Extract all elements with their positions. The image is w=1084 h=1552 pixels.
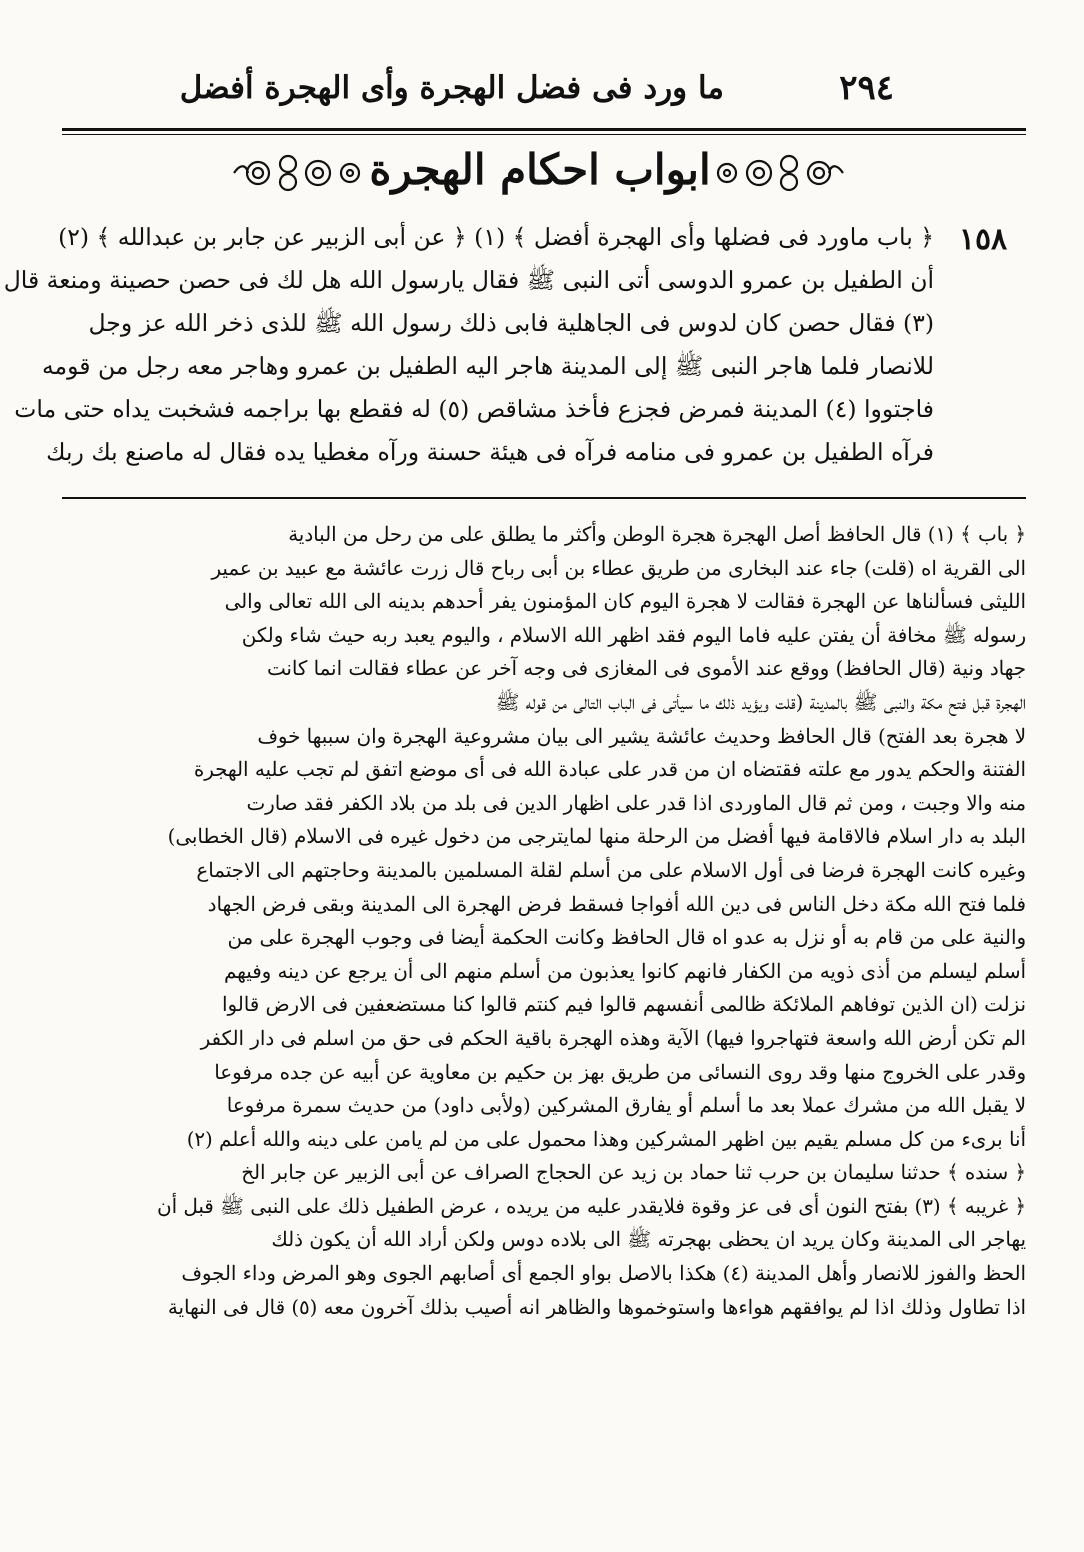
main-text-line: للانصار فلما هاجر النبى ﷺ إلى المدينة هاجر اليه الطفيل بن عمرو وهاجر معه رجل من قومه bbox=[41, 352, 934, 380]
page-number: ٢٩٤ bbox=[839, 68, 894, 108]
note-line: رسوله ﷺ مخافة أن يفتن عليه فاما اليوم فقد اظهر الله الاسلام ، واليوم يعبد ربه حيث شاء ولكن bbox=[241, 623, 1026, 647]
note-line: وغيره كانت الهجرة فرضا فى أول الاسلام على من أسلم لقلة المسلمين بالمدينة وحاجتهم الى الاجتماع bbox=[196, 858, 1026, 882]
note-line: منه والا وجبت ، ومن ثم قال الماوردى اذا قدر على اظهار الدين فى بلد من بلاد الكفر فقد صارت bbox=[246, 791, 1026, 815]
note-line: لا هجرة بعد الفتح) قال الحافظ وحديث عائشة يشير الى بيان مشروعية الهجرة وان سببها خوف bbox=[257, 724, 1026, 748]
running-title: ما ورد فى فضل الهجرة وأى الهجرة أفضل bbox=[179, 70, 724, 106]
note-line: الحظ والفوز للانصار وأهل المدينة (٤) هكذا بالاصل بواو الجمع أى أصابهم الجوى وهو المرض وداء الجوف bbox=[181, 1262, 1026, 1286]
note-line: البلد به دار اسلام فالاقامة فيها أفضل من الرحلة منها لمايترجى من دخول غيره فى الاسلام (قال الخطابى) bbox=[167, 825, 1026, 849]
note-line: الهجرة قبل فتح مكة والنبى ﷺ بالمدينة (قلت ويؤيد ذلك ما سيأتى فى الباب التالى من قوله ﷺ bbox=[495, 690, 1026, 714]
main-text-line: (٣) فقال حصن كان لدوس فى الجاهلية فابى ذلك رسول الله ﷺ للذى ذخر الله عز وجل bbox=[88, 309, 934, 337]
note-line: الفتنة والحكم يدور مع علته فقتضاه ان من قدر على عبادة الله فى أى موضع اتفق لم تجب عليه الهجرة bbox=[193, 758, 1026, 782]
note-line: أسلم ليسلم من أذى ذويه من الكفار فانهم كانوا يعذبون من أسلم منهم الى أن يرجع عن دينه وفيهم bbox=[223, 959, 1026, 983]
main-text-line: ﴿ باب ماورد فى فضلها وأى الهجرة أفضل ﴾ (١) ﴿ عن أبى الزبير عن جابر بن عبدالله ﴾ (٢) bbox=[58, 223, 934, 251]
notes-separator bbox=[62, 497, 1026, 499]
main-text-line: فاجتووا (٤) المدينة فمرض فجزع فأخذ مشاقص (٥) له فقطع بها براجمه فشخبت يداه حتى مات bbox=[14, 395, 934, 423]
note-line: أنا برىء من كل مسلم يقيم بين اظهر المشركين وهذا محمول على من لم يامن على دينه والله أعلم (٢) bbox=[186, 1127, 1026, 1151]
main-text-line: أن الطفيل بن عمرو الدوسى أتى النبى ﷺ فقال يارسول الله هل لك فى حصن حصينة ومنعة قال bbox=[3, 266, 934, 294]
note-line: الليثى فسألناها عن الهجرة فقالت لا هجرة اليوم كان المؤمنون يفر أحدهم بدينه الى الله تعالى والى bbox=[224, 590, 1026, 614]
main-text-line: فرآه الطفيل بن عمرو فى منامه فرآه فى هيئة حسنة ورآه مغطيا يده فقال له ماصنع بك ربك bbox=[46, 438, 934, 466]
hadith-number: ١٥٨ bbox=[958, 222, 1008, 257]
note-line: ﴿ غريبه ﴾ (٣) بفتح النون أى فى عز وقوة فلايقدر عليه من يريده ، عرض الطفيل ذلك على النبى ﷺ قبل أن bbox=[157, 1194, 1026, 1218]
note-line: يهاجر الى المدينة وكان يريد ان يحظى بهجرته ﷺ الى بلاده دوس ولكن أراد الله أن يكون ذلك bbox=[271, 1228, 1026, 1252]
note-line: لا يقبل الله من مشرك عملا بعد ما أسلم أو يفارق المشركين (ولأبى داود) من حديث سمرة مرفوعا bbox=[226, 1094, 1026, 1118]
note-line: ﴿ باب ﴾ (١) قال الحافظ أصل الهجرة هجرة الوطن وأكثر ما يطلق على من رحل من البادية bbox=[288, 523, 1026, 546]
note-line: جهاد ونية (قال الحافظ) ووقع عند الأموى فى المغازى فى وجه آخر عن عطاء فقالت انما كانت bbox=[266, 657, 1026, 681]
note-line: ﴿ سنده ﴾ حدثنا سليمان بن حرب ثنا حماد بن زيد عن الحجاج الصراف عن أبى الزبير عن جابر الخ bbox=[241, 1161, 1026, 1185]
note-line: فلما فتح الله مكة دخل الناس فى دين الله أفواجا فسقط فرض الهجرة الى المدينة وبقى فرض الجهاد bbox=[207, 892, 1026, 916]
main-hadith-text bbox=[3, 216, 934, 474]
note-line: الى القرية اه (قلت) جاء عند البخارى من طريق عطاء بن أبى رباح قال زرت عائشة مع عبيد بن عمير bbox=[211, 556, 1026, 580]
note-line: والنية على من قام به أو نزل به عدو اه قال الحافظ وكانت الحكمة أيضا فى وجوب الهجرة على من bbox=[227, 926, 1026, 950]
note-line: وقدر على الخروج منها وقد روى النسائى من طريق بهز بن حكيم بن معاوية عن أبيه عن جده مرفوعا bbox=[214, 1060, 1026, 1084]
note-line: اذا تطاول وذلك اذا لم يوافقهم هواءها واستوخموها والظاهر انه أصيب بذلك آخرون معه (٥) قال فى النهاية bbox=[167, 1295, 1026, 1319]
note-line: الم تكن أرض الله واسعة فتهاجروا فيها) الآية وهذه الهجرة باقية الحكم فى حق من اسلم فى دار الكفر bbox=[200, 1026, 1026, 1050]
right-ornament-icon bbox=[705, 150, 845, 196]
commentary-notes bbox=[62, 518, 1026, 1324]
page-header bbox=[60, 68, 1024, 124]
note-line: نزلت (ان الذين توفاهم الملائكة ظالمى أنفسهم قالوا فيم كنتم قالوا كنا مستضعفين فى الارض قالوا bbox=[222, 993, 1026, 1017]
header-rule-thin bbox=[62, 134, 1026, 135]
section-title: ابواب احكام الهجرة bbox=[369, 145, 711, 194]
header-rule bbox=[62, 128, 1026, 131]
